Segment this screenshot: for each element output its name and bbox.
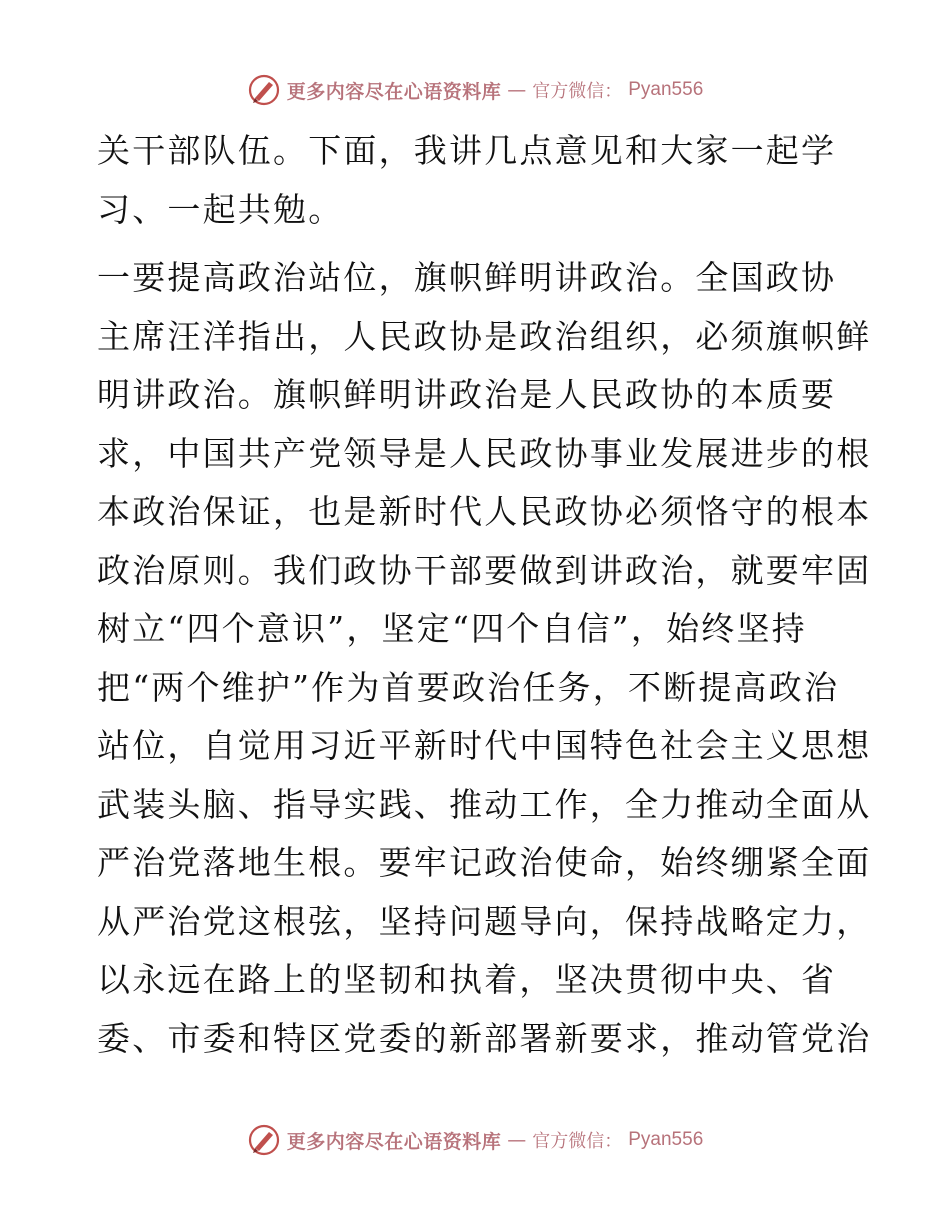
text-line: 政治原则。我们政协干部要做到讲政治，就要牢固 bbox=[97, 550, 872, 590]
banner-wechat-id: Pyan556 bbox=[628, 1129, 704, 1150]
text-line: 习、一起共勉。 bbox=[97, 189, 344, 229]
text-line: 委、市委和特区党委的新部署新要求，推动管党治 bbox=[97, 1018, 872, 1058]
text-line: 把“两个维护”作为首要政治任务，不断提高政治 bbox=[97, 667, 840, 707]
text-line: 以永远在路上的坚韧和执着，坚决贯彻中央、省 bbox=[97, 960, 837, 999]
text-line: 严治党落地生根。要牢记政治使命，始终绷紧全面 bbox=[97, 843, 872, 882]
header-banner-content bbox=[247, 73, 704, 107]
text-line: 树立“四个意识”，坚定“四个自信”，始终坚持 bbox=[97, 609, 807, 648]
text-line: 站位，自觉用习近平新时代中国特色社会主义思想 bbox=[97, 726, 872, 765]
paragraph-1 bbox=[97, 122, 857, 239]
banner-main-text: 更多内容尽在心语资料库 bbox=[286, 1130, 502, 1153]
footer-banner bbox=[0, 1120, 950, 1160]
paragraph-2 bbox=[97, 249, 872, 1068]
text-line: 主席汪洋指出，人民政协是政治组织，必须旗帜鲜 bbox=[97, 316, 872, 356]
footer-banner-content bbox=[247, 1123, 704, 1157]
header-banner bbox=[0, 70, 950, 110]
pen-circle-icon bbox=[247, 73, 281, 107]
text-line: 求，中国共产党领导是人民政协事业发展进步的根 bbox=[97, 433, 872, 473]
banner-main-text: 更多内容尽在心语资料库 bbox=[286, 80, 502, 103]
text-line: 关干部队伍。下面，我讲几点意见和大家一起学 bbox=[97, 131, 837, 170]
text-line: 一要提高政治站位，旗帜鲜明讲政治。全国政协 bbox=[97, 258, 837, 297]
text-line: 本政治保证，也是新时代人民政协必须恪守的根本 bbox=[97, 492, 872, 531]
banner-wechat-id: Pyan556 bbox=[628, 79, 704, 100]
text-line: 明讲政治。旗帜鲜明讲政治是人民政协的本质要 bbox=[97, 375, 837, 414]
banner-wechat-label: 官方微信： bbox=[532, 81, 623, 102]
banner-wechat-label: 官方微信： bbox=[532, 1131, 623, 1152]
pen-circle-icon bbox=[247, 1123, 281, 1157]
document-body bbox=[97, 122, 872, 1068]
banner-separator: — bbox=[507, 79, 527, 101]
text-line: 武装头脑、指导实践、推动工作，全力推动全面从 bbox=[97, 784, 872, 824]
text-line: 从严治党这根弦，坚持问题导向，保持战略定力， bbox=[97, 901, 872, 941]
banner-separator: — bbox=[507, 1129, 527, 1151]
